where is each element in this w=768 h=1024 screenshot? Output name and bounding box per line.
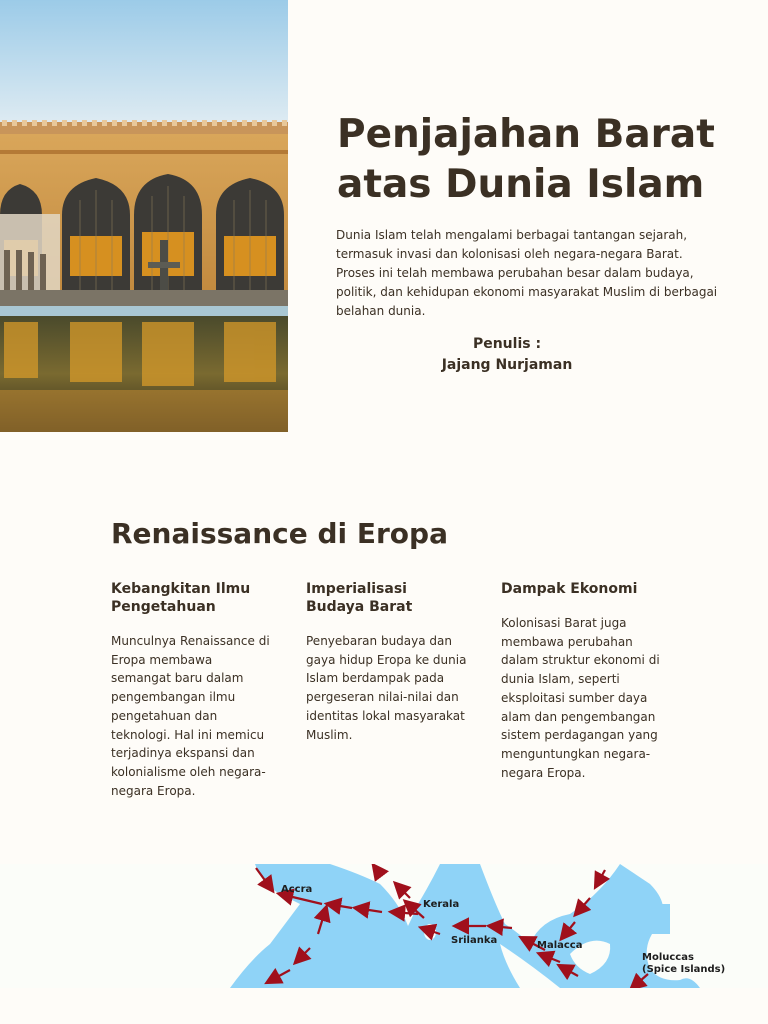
map-label-srilanka: Srilanka xyxy=(451,935,498,946)
section-title: Renaissance di Eropa xyxy=(111,517,448,550)
column-body: Penyebaran budaya dan gaya hidup Eropa ke dunia Islam berdampak pada pergeseran nilai-nilai dan identitas lokal masyarakat Muslim. xyxy=(306,634,467,742)
mosque-photo xyxy=(0,0,288,432)
map-label-spice-islands: (Spice Islands) xyxy=(642,964,726,975)
land-seasia xyxy=(480,864,620,944)
column-heading: Imperialisasi Budaya Barat xyxy=(306,581,413,615)
author-name: Jajang Nurjaman xyxy=(441,357,573,373)
page-title: Penjajahan Barat atas Dunia Islam xyxy=(337,112,715,207)
map-label-kerala: Kerala xyxy=(423,899,460,910)
column-heading: Kebangkitan Ilmu Pengetahuan xyxy=(111,581,251,615)
column-knowledge xyxy=(111,580,273,800)
column-body: Kolonisasi Barat juga membawa perubahan dalam struktur ekonomi di dunia Islam, seperti eksploitasi sumber daya alam dan pengembangan sistem perdagangan yang menguntungkan negara-negara Eropa. xyxy=(501,616,660,780)
column-economy xyxy=(501,580,663,782)
map-label-moluccas: Moluccas xyxy=(642,952,694,963)
trade-route-map xyxy=(0,864,768,988)
sea-patch xyxy=(640,904,670,934)
land-africa xyxy=(0,864,300,988)
column-heading: Dampak Ekonomi xyxy=(501,581,638,597)
author-block xyxy=(336,334,678,376)
map-label-accra: Accra xyxy=(281,884,313,895)
author-label: Penulis : xyxy=(472,336,542,352)
column-culture xyxy=(306,580,468,744)
map-label-malacca: Malacca xyxy=(537,940,583,951)
intro-paragraph: Dunia Islam telah mengalami berbagai tantangan sejarah, termasuk invasi dan kolonisasi oleh negara-negara Barat. Proses ini telah membawa perubahan besar dalam budaya, politik, dan kehidupan ekonomi masyarakat Muslim di berbagai belahan dunia. xyxy=(336,228,718,318)
column-body: Munculnya Renaissance di Eropa membawa semangat baru dalam pengembangan ilmu pengetahuan dan teknologi. Hal ini memicu terjadinya ekspansi dan kolonialisme oleh negara-negara Eropa. xyxy=(111,634,270,798)
